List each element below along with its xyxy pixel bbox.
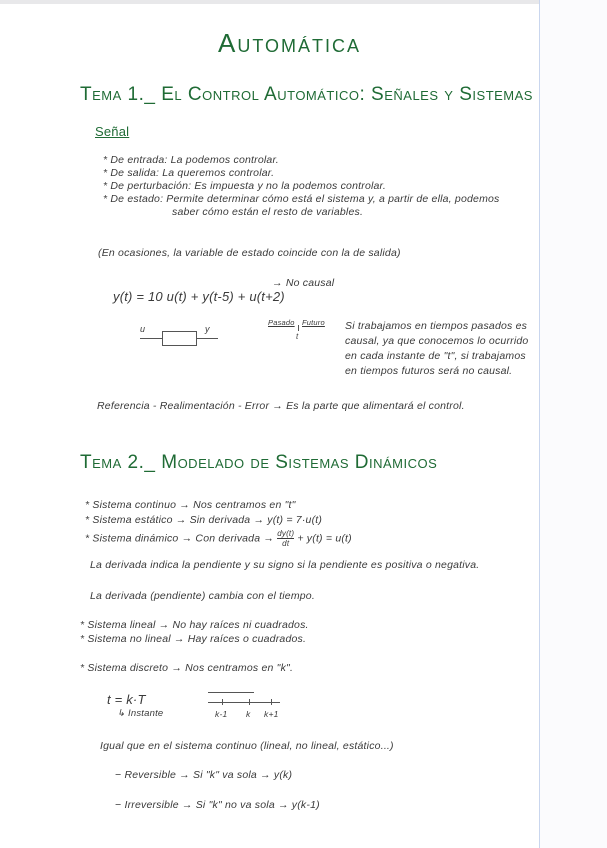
timeline-past: Pasado [268, 318, 295, 327]
bullet: * De entrada: La podemos controlar. [103, 154, 279, 166]
bullet-text: * Sistema dinámico → Con derivada → [85, 532, 275, 545]
igual-line: Igual que en el sistema continuo (lineal, no lineal, estático...) [100, 740, 394, 752]
fraction-numerator: dy(t) [277, 529, 295, 538]
page-top-edge [0, 0, 607, 4]
k-label: k-1 [215, 709, 228, 719]
timeline-tick [271, 699, 272, 705]
bullet: * Sistema lineal → No hay raíces ni cuadrados. [80, 619, 309, 631]
timeline-t: t [296, 332, 299, 341]
causal-text-line: Si trabajamos en tiempos pasados es [345, 320, 528, 332]
bullet: * Sistema continuo → Nos centramos en "t" [85, 499, 296, 511]
dynamic-equation-rest: + y(t) = u(t) [297, 532, 352, 545]
bullet: * De perturbación: Es impuesta y no la podemos controlar. [103, 180, 386, 192]
bullet: * Sistema no lineal → Hay raíces o cuadrados. [80, 633, 307, 645]
tema1-heading: Tema 1._ El Control Automático: Señales y Sistemas [80, 84, 533, 105]
page-edge-line [539, 0, 540, 848]
discrete-timeline [208, 702, 280, 703]
timeline-tick [249, 699, 250, 705]
reversible-line: − Reversible → Si "k" va sola → y(k) [115, 769, 293, 781]
output-arrow [196, 338, 218, 339]
causal-text-line: en tiempos futuros será no causal. [345, 365, 513, 377]
t-equals-kT: t = k·T [107, 692, 146, 707]
k-label: k [246, 709, 251, 719]
diagram-input-label: u [140, 324, 146, 334]
bullet: * De salida: La queremos controlar. [103, 167, 275, 179]
bullet: * De estado: Permite determinar cómo está el sistema y, a partir de ella, podemos [103, 193, 500, 205]
timeline-arrow [208, 692, 254, 693]
note: (En ocasiones, la variable de estado coincide con la de salida) [98, 247, 401, 259]
causal-text-line: causal, ya que conocemos lo ocurrido [345, 335, 529, 347]
derivada-note: La derivada (pendiente) cambia con el tiempo. [90, 590, 315, 602]
diagram-output-label: y [205, 324, 210, 334]
instante-label: ↳ Instante [117, 708, 164, 719]
bullet: * Sistema discreto → Nos centramos en "k". [80, 662, 294, 674]
timeline-tick [298, 325, 299, 331]
derivative-fraction [277, 529, 294, 548]
bullet-continuation: saber cómo están el resto de variables. [172, 206, 364, 218]
input-arrow [140, 338, 162, 339]
referencia-line: Referencia - Realimentación - Error → Es la parte que alimentará el control. [97, 400, 465, 412]
equation: y(t) = 10 u(t) + y(t-5) + u(t+2) [113, 289, 285, 304]
document-title: Automática [218, 28, 362, 58]
bullet: * Sistema estático → Sin derivada → y(t) = 7·u(t) [85, 514, 323, 526]
fraction-denominator: dt [282, 539, 290, 548]
causal-text-line: en cada instante de "t", si trabajamos [345, 350, 526, 362]
bullet [85, 529, 352, 548]
derivada-note: La derivada indica la pendiente y su signo si la pendiente es positiva o negativa. [90, 559, 480, 571]
timeline-tick [222, 699, 223, 705]
senal-subheading: Señal [95, 124, 130, 139]
timeline-future: Futuro [302, 318, 325, 327]
page-margin [540, 0, 607, 848]
tema2-heading: Tema 2._ Modelado de Sistemas Dinámicos [80, 452, 438, 473]
irreversible-line: − Irreversible → Si "k" no va sola → y(k-1) [115, 799, 320, 811]
k-label: k+1 [264, 709, 279, 719]
system-block [162, 331, 197, 346]
no-causal-annotation: → No causal [272, 277, 335, 289]
